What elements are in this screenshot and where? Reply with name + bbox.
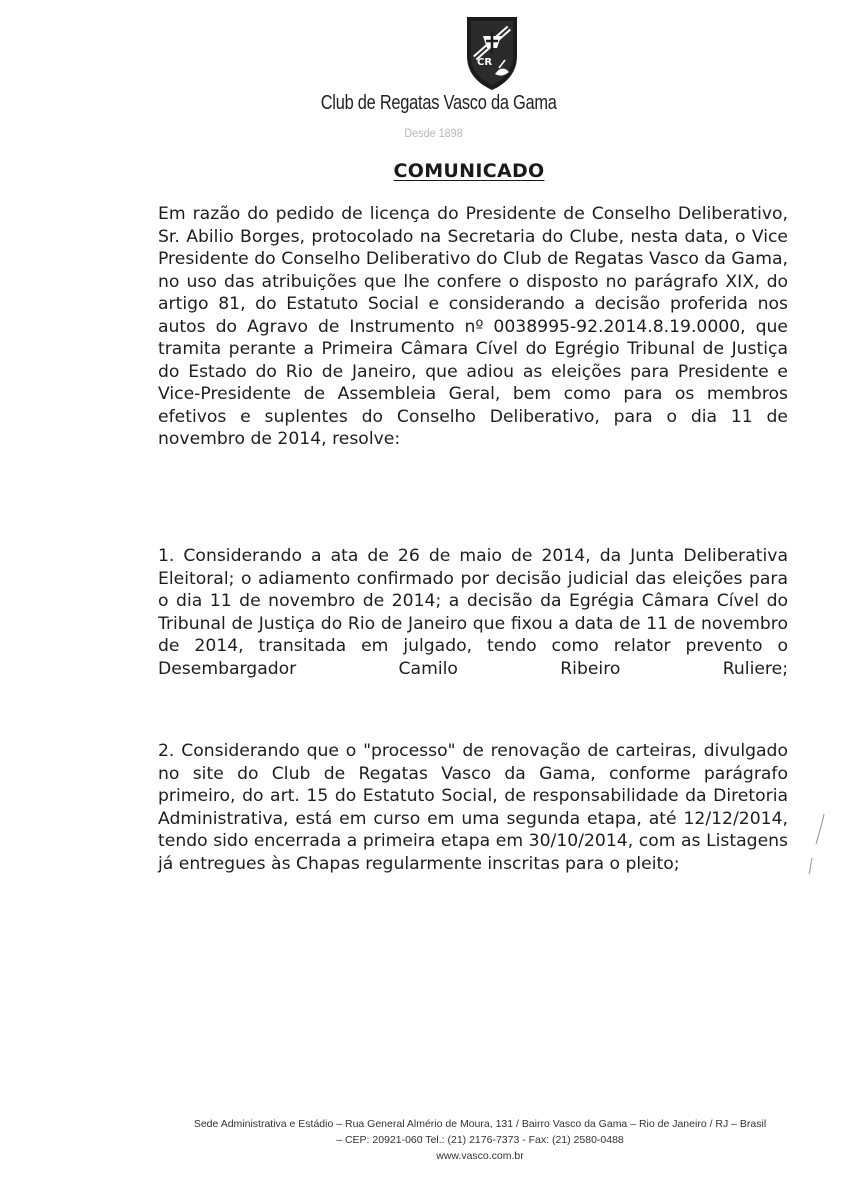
footer-line-contacts: – CEP: 20921-060 Tel.: (21) 2176-7373 - Fax: (21) 2580-0488 <box>336 1134 624 1146</box>
paragraph-intro: Em razão do pedido de licença do Presidente de Conselho Deliberativo, Sr. Abilio Borges, protocolado na Secretaria do Clube, nesta data, o Vice Presidente do Conselho Deliberativo do Club de Regatas Vasco da Gama, no uso das atribuições que lhe confere o disposto no parágrafo XIX, do artigo 81, do Estatuto Social e considerando a decisão proferida nos autos do Agravo de Instrumento nº 0038995-92.2014.8.19.0000, que tramita perante a Primeira Câmara Cível do Egrégio Tribunal de Justiça do Estado do Rio de Janeiro, que adiou as eleições para Presidente e Vice-Presidente de Assembleia Geral, bem como para os membros efetivos e suplentes do Conselho Deliberativo, para o dia 11 de novembro de 2014, resolve: <box>158 204 788 449</box>
svg-text:CR: CR <box>477 57 493 68</box>
footer-line-address: Sede Administrativa e Estádio – Rua General Almério de Moura, 131 / Bairro Vasco da Gama – Rio de Janeiro / RJ – Brasil <box>193 1118 767 1130</box>
since-year: Desde 1898 <box>404 126 463 140</box>
club-crest-logo <box>461 14 523 92</box>
club-name: Club de Regatas Vasco da Gama <box>320 92 557 114</box>
pen-mark <box>802 812 832 882</box>
footer-address <box>150 1116 810 1164</box>
document-title: COMUNICADO <box>393 160 545 182</box>
footer-line-website: www.vasco.com.br <box>436 1150 524 1162</box>
paragraph-item-2: 2. Considerando que o "processo" de renovação de carteiras, divulgado no site do Club de Regatas Vasco da Gama, conforme parágrafo primeiro, do art. 15 do Estatuto Social, de responsabilidade da Diretoria Administrativa, está em curso em uma segunda etapa, até 12/12/2014, tendo sido encerrada a primeira etapa em 30/10/2014, com as Listagens já entregues às Chapas regularmente inscritas para o pleito; <box>158 741 788 874</box>
paragraph-item-1: 1. Considerando a ata de 26 de maio de 2014, da Junta Deliberativa Eleitoral; o adiamento confirmado por decisão judicial das eleições para o dia 11 de novembro de 2014; a decisão da Egrégia Câmara Cível do Tribunal de Justiça do Rio de Janeiro que fixou a data de 11 de novembro de 2014, transitada em julgado, tendo como relator prevento o Desembargador Camilo Ribeiro Ruliere; <box>158 546 788 679</box>
